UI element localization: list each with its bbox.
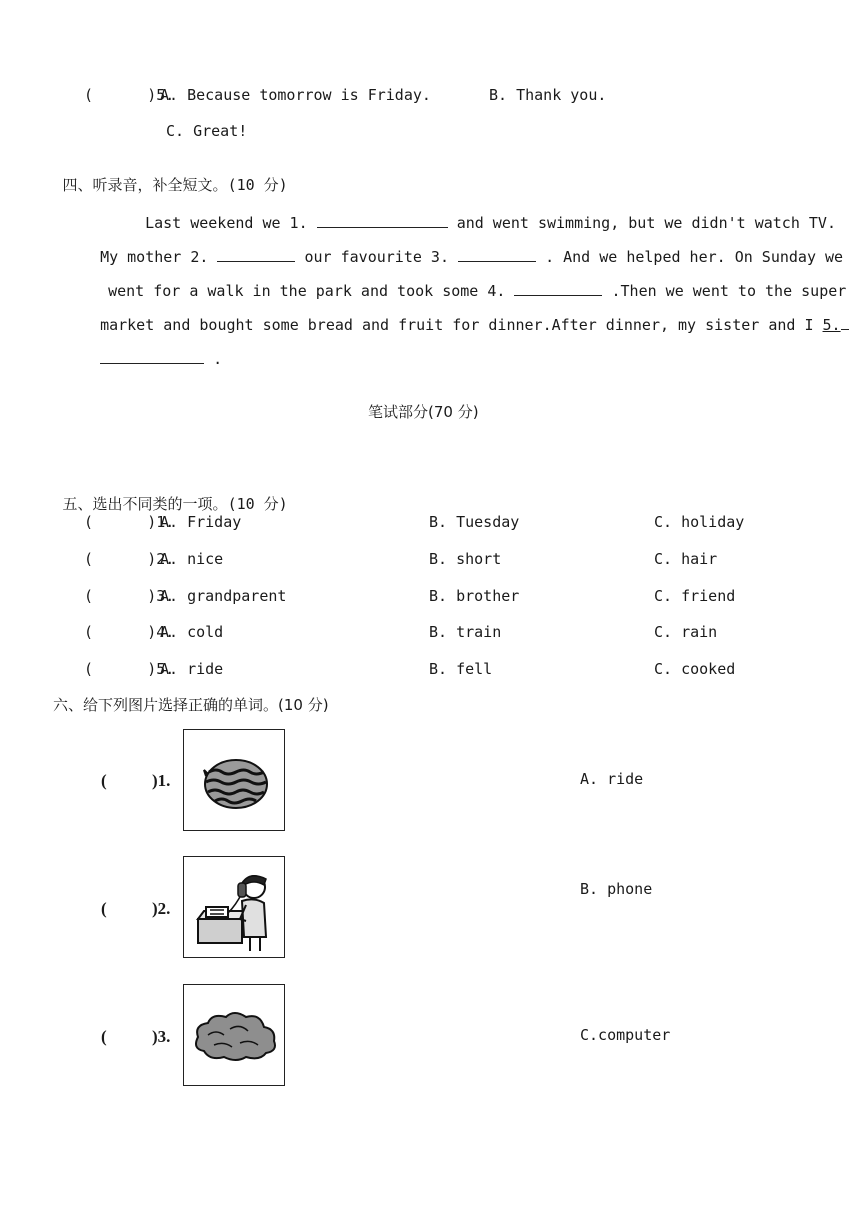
passage-text: My mother 2.: [100, 248, 209, 266]
watermelon-picture: [183, 729, 285, 831]
phone-call-picture: [183, 856, 285, 958]
option-a: A. nice: [160, 550, 224, 568]
answer-blank-4[interactable]: [514, 281, 602, 296]
option-a: A. ride: [160, 660, 224, 678]
section4-title: [53, 158, 288, 194]
option-b: B. train: [429, 623, 502, 641]
answer-blank-5[interactable]: [100, 349, 204, 364]
question-number[interactable]: ( )4.: [84, 623, 175, 641]
answer-label-5: 5.: [822, 316, 841, 334]
section5-title: [53, 477, 288, 513]
option-c: C. cooked: [654, 660, 736, 678]
picture-question-1-open[interactable]: (: [101, 771, 107, 790]
picture-question-2-open[interactable]: (: [101, 899, 107, 918]
passage-text: Last weekend we 1.: [145, 214, 308, 232]
q5-paren: ( )5.: [84, 86, 175, 104]
option-a: A. Friday: [160, 513, 242, 531]
passage-text: and went swimming, but we didn't watch TV.: [456, 214, 836, 232]
q5-option-c: C. Great!: [166, 122, 248, 140]
q5-option-b: B. Thank you.: [489, 86, 607, 104]
written-part-title: 笔试部分(70 分): [368, 403, 479, 421]
passage-line-2: [82, 229, 843, 266]
q5-option-a: A. Because tomorrow is Friday.: [160, 86, 431, 104]
picture-question-2-number: )2.: [152, 899, 171, 918]
passage-line-3: [90, 263, 846, 300]
passage-text: . And we helped her. On Sunday we: [545, 248, 844, 266]
picture-question-3-open[interactable]: (: [101, 1027, 107, 1046]
question-number[interactable]: ( )5.: [84, 660, 175, 678]
passage-text: .Then we went to the super: [611, 282, 847, 300]
section5-title-text: 五、选出不同类的一项。: [62, 495, 228, 513]
answer-blank-5a[interactable]: [841, 315, 849, 330]
phone-call-icon: [184, 857, 284, 957]
cloud-icon: [184, 985, 284, 1085]
answer-blank-2[interactable]: [217, 247, 295, 262]
passage-text: .: [213, 350, 223, 368]
option-b-word: B. phone: [580, 880, 653, 898]
question-number[interactable]: ( )2.: [84, 550, 175, 568]
answer-blank-3[interactable]: [458, 247, 536, 262]
option-b: B. Tuesday: [429, 513, 520, 531]
passage-text: our favourite 3.: [304, 248, 449, 266]
question-number[interactable]: ( )1.: [84, 513, 175, 531]
answer-blank-1[interactable]: [317, 213, 448, 228]
option-c: C. rain: [654, 623, 718, 641]
option-a-word: A. ride: [580, 770, 644, 788]
passage-line-4: [82, 297, 849, 334]
section4-title-text: 四、听录音，补全短文。: [62, 176, 228, 194]
section4-score: (10 分): [227, 176, 288, 194]
option-b: B. brother: [429, 587, 520, 605]
option-a: A. grandparent: [160, 587, 287, 605]
picture-question-1-number: )1.: [152, 771, 171, 790]
option-c: C. friend: [654, 587, 736, 605]
option-a: A. cold: [160, 623, 224, 641]
watermelon-icon: [184, 730, 284, 830]
picture-question-3-number: )3.: [152, 1027, 171, 1046]
question-number[interactable]: ( )3.: [84, 587, 175, 605]
cloud-picture: [183, 984, 285, 1086]
passage-line-5: [82, 331, 222, 368]
option-b: B. short: [429, 550, 502, 568]
section6-title: 六、给下列图片选择正确的单词。(10 分): [53, 696, 329, 714]
section5-score: (10 分): [227, 495, 288, 513]
option-b: B. fell: [429, 660, 493, 678]
passage-text: market and bought some bread and fruit for dinner.After dinner, my sister and I: [100, 316, 814, 334]
passage-line-1: [127, 195, 836, 232]
option-c: C. holiday: [654, 513, 745, 531]
option-c: C. hair: [654, 550, 718, 568]
option-c-word: C.computer: [580, 1026, 671, 1044]
passage-text: went for a walk in the park and took some 4.: [108, 282, 506, 300]
